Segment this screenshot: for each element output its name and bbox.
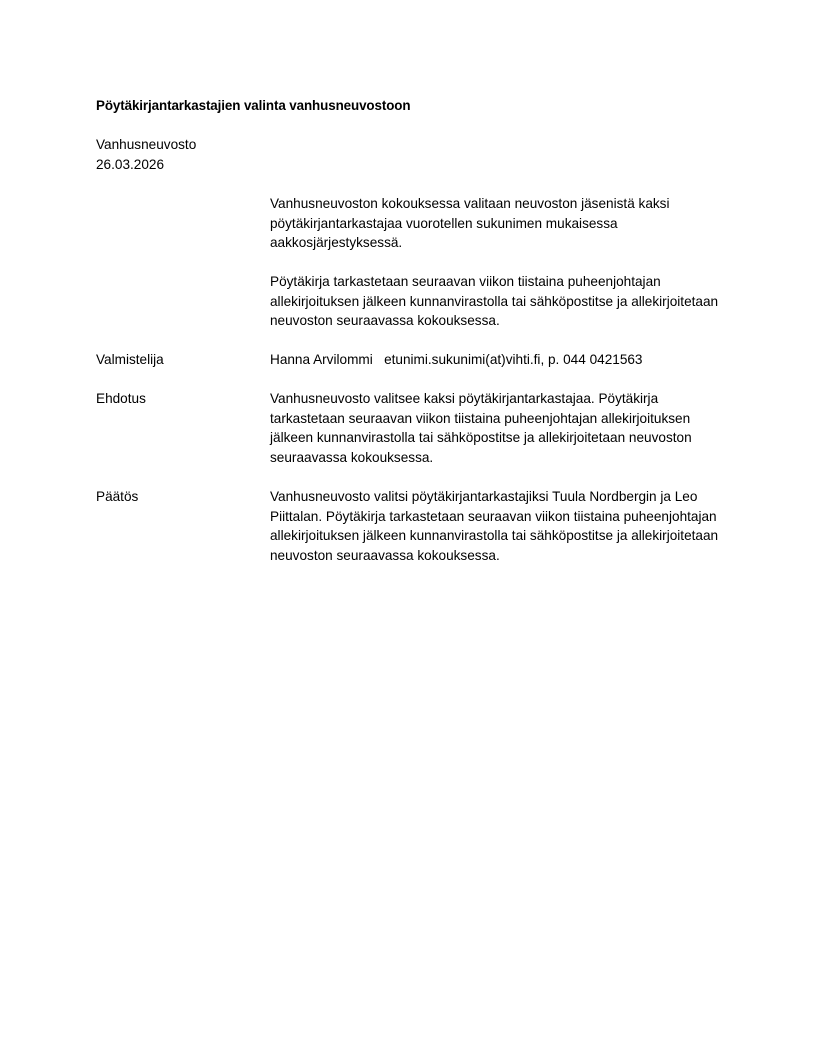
section-label: Ehdotus (96, 391, 146, 406)
intro-paragraph: Vanhusneuvoston kokouksessa valitaan neuvoston jäsenistä kaksi pöytäkirjantarkastajaa vuorotellen sukunimen mukaisessa aakkosjärjestyksessä. (270, 196, 670, 250)
intro-text (270, 194, 720, 350)
decision-text: Vanhusneuvosto valitsi pöytäkirjantarkastajiksi Tuula Nordbergin ja Leo Piittalan. Pöytäkirja tarkastetaan seuraavan viikon tiistaina puheenjohtajan allekirjoituksen jälkeen kunnanvirastolla tai sähköpostitse ja allekirjoitetaan neuvoston seuraavassa kokouksessa. (270, 489, 719, 563)
section-label: Valmistelija (96, 352, 164, 367)
meeting-date: 26.03.2026 (96, 156, 165, 172)
document-title: Pöytäkirjantarkastajien valinta vanhusneuvostoon (96, 98, 411, 113)
section-label: Päätös (96, 489, 139, 504)
intro-paragraph: Pöytäkirja tarkastetaan seuraavan viikon tiistaina puheenjohtajan allekirjoituksen jälkeen kunnanvirastolla tai sähköpostitse ja allekirjoitetaan neuvoston seuraavassa kokouksessa. (270, 274, 719, 328)
meeting-meta (96, 135, 196, 174)
preparer-contact: Hanna Arvilommi etunimi.sukunimi(at)vihti.fi, p. 044 0421563 (270, 352, 643, 367)
proposal-text: Vanhusneuvosto valitsee kaksi pöytäkirjantarkastajaa. Pöytäkirja tarkastetaan seuraavan viikon tiistaina puheenjohtajan allekirjoituksen jälkeen kunnanvirastolla tai sähköpostitse ja allekirjoitetaan neuvoston seuraavassa kokouksessa. (270, 391, 692, 465)
body-name: Vanhusneuvosto (96, 137, 197, 152)
